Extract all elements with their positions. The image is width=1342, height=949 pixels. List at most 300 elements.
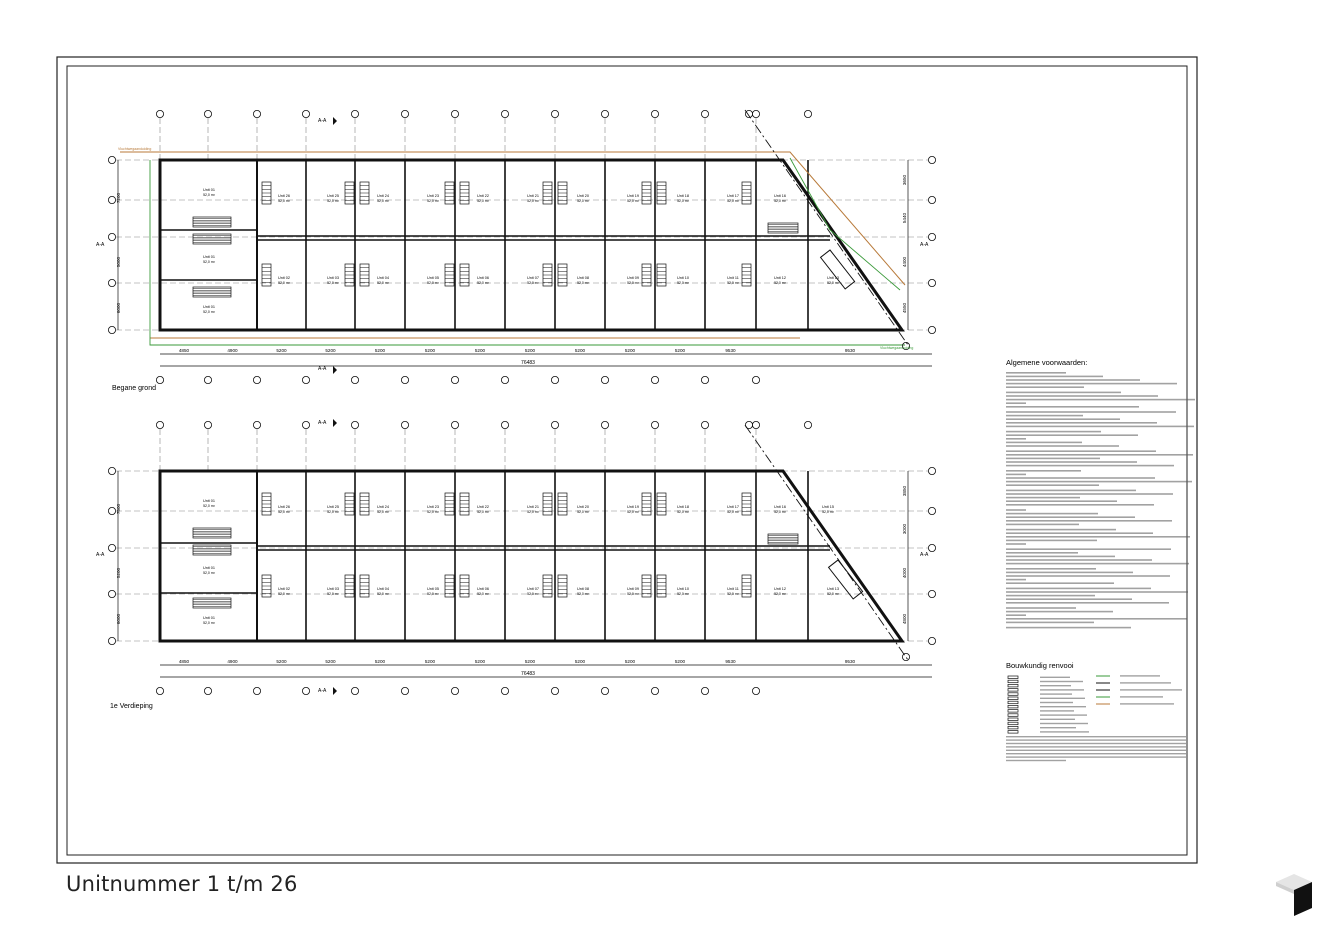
conditions-line xyxy=(1006,493,1173,495)
grid-marker xyxy=(928,156,935,163)
unit-area: 52,0 m² xyxy=(203,260,215,264)
unit-area: 52,0 m² xyxy=(377,592,389,596)
unit-area: 52,0 m² xyxy=(278,510,290,514)
stair-symbol xyxy=(445,493,454,515)
unit-label: Unit 02 xyxy=(277,587,291,591)
stair-symbol xyxy=(657,182,666,204)
unit-label: Unit 10 xyxy=(676,587,690,591)
conditions-line xyxy=(1006,504,1154,506)
dimension-value: 5200 xyxy=(276,348,287,353)
unit-label: Unit 07 xyxy=(526,587,540,591)
unit-area: 52,0 m² xyxy=(527,199,539,203)
dimension-value: 4850 xyxy=(178,659,190,664)
unit-area: 52,0 m² xyxy=(203,310,215,314)
unit-area: 52,0 m² xyxy=(727,592,739,596)
plan-begane-grond xyxy=(96,110,936,392)
grid-marker xyxy=(253,376,260,383)
unit-area: 52,0 m² xyxy=(577,592,589,596)
dimension-value: 4900 xyxy=(227,348,238,353)
side-dimension-value: 4400 xyxy=(902,256,907,268)
conditions-line xyxy=(1006,465,1174,467)
grid-marker xyxy=(928,544,935,551)
grid-marker xyxy=(804,110,811,117)
section-mark: A-A xyxy=(920,552,929,558)
legend-swatch xyxy=(1008,714,1018,717)
conditions-line xyxy=(1006,552,1078,554)
unit-label: Unit 06 xyxy=(476,276,490,280)
legend-swatch xyxy=(1008,680,1018,683)
conditions-line xyxy=(1006,579,1026,581)
unit-area: 52,0 m² xyxy=(477,199,489,203)
legend-text-line xyxy=(1120,675,1160,676)
grid-marker xyxy=(156,376,163,383)
unit-area: 52,0 m² xyxy=(477,510,489,514)
grid-marker xyxy=(701,110,708,117)
legend-text-line xyxy=(1040,698,1085,699)
unit-area: 52,0 m² xyxy=(527,592,539,596)
conditions-line xyxy=(1006,559,1152,561)
side-dimension-value: 3000 xyxy=(902,523,907,535)
unit-area: 52,0 m² xyxy=(822,510,834,514)
conditions-line xyxy=(1006,379,1140,381)
conditions-line xyxy=(1006,556,1115,558)
side-dimension-value: 5200 xyxy=(116,567,121,579)
unit-area: 52,0 m² xyxy=(477,281,489,285)
grid-marker xyxy=(108,467,115,474)
unit-area: 52,0 m² xyxy=(427,592,439,596)
conditions-line xyxy=(1006,572,1133,574)
legend-text-line xyxy=(1040,685,1071,686)
legend-note-line xyxy=(1006,756,1186,757)
unit-label: Unit 03 xyxy=(326,276,340,280)
legend-note-line xyxy=(1006,750,1186,751)
unit-area: 52,0 m² xyxy=(774,592,786,596)
grid-marker xyxy=(601,376,608,383)
section-arrow xyxy=(333,687,337,695)
unit-area: 52,0 m² xyxy=(327,199,339,203)
stair-symbol xyxy=(558,182,567,204)
unit-area: 52,0 m² xyxy=(627,510,639,514)
stair-symbol xyxy=(262,493,271,515)
unit-label: Unit 01 xyxy=(202,566,216,570)
grid-marker xyxy=(156,687,163,694)
legend-swatch xyxy=(1008,731,1018,734)
grid-marker xyxy=(651,421,658,428)
stair-symbol xyxy=(558,493,567,515)
legend-text-line xyxy=(1040,719,1075,720)
conditions-line xyxy=(1006,618,1187,620)
legend-swatch xyxy=(1008,718,1018,721)
conditions-line xyxy=(1006,399,1195,401)
dimension-value: 5200 xyxy=(374,659,386,664)
conditions-line xyxy=(1006,395,1158,397)
unit-label: Unit 26 xyxy=(277,505,291,509)
conditions-line xyxy=(1006,442,1082,444)
dimension-value: 5200 xyxy=(424,659,436,664)
legend-text-line xyxy=(1040,731,1089,732)
green-route-line xyxy=(790,158,900,290)
dimension-value: 5200 xyxy=(325,659,336,664)
dimension-value: 5200 xyxy=(474,659,486,664)
side-dimension-value: 3850 xyxy=(902,485,907,497)
grid-marker xyxy=(302,110,309,117)
unit-area: 52,0 m² xyxy=(377,510,389,514)
grid-lines xyxy=(116,429,928,641)
grid-marker xyxy=(928,326,935,333)
conditions-line xyxy=(1006,540,1097,542)
unit-area: 52,0 m² xyxy=(727,199,739,203)
conditions-line xyxy=(1006,392,1121,394)
unit-label: Unit 01 xyxy=(202,305,216,309)
unit-area: 52,0 m² xyxy=(577,199,589,203)
grid-marker xyxy=(651,687,658,694)
stair-symbol xyxy=(642,493,651,515)
grid-marker xyxy=(501,687,508,694)
unit-label: Unit 13 xyxy=(826,276,840,280)
unit-label: Unit 16 xyxy=(773,194,787,198)
grid-marker xyxy=(601,421,608,428)
grid-marker xyxy=(752,687,759,694)
conditions-line xyxy=(1006,484,1099,486)
legend-title: Bouwkundig renvooi xyxy=(1006,661,1074,670)
conditions-line xyxy=(1006,470,1081,472)
escape-note: Vluchtwegaanduiding xyxy=(880,346,914,350)
grid-marker xyxy=(108,507,115,514)
unit-label: Unit 12 xyxy=(773,276,787,280)
dimension-value: 9530 xyxy=(725,659,736,664)
unit-label: Unit 04 xyxy=(376,587,390,591)
grid-marker xyxy=(451,376,458,383)
unit-label: Unit 09 xyxy=(626,276,640,280)
conditions-line xyxy=(1006,474,1026,476)
grid-marker xyxy=(351,687,358,694)
grid-marker xyxy=(601,687,608,694)
unit-area: 52,0 m² xyxy=(427,510,439,514)
side-dimension-value: 7500 xyxy=(116,503,121,515)
unit-label: Unit 11 xyxy=(727,276,739,280)
unit-label: Unit 25 xyxy=(326,194,340,198)
legend-items xyxy=(1008,675,1182,733)
unit-walls xyxy=(306,160,808,330)
grid-marker xyxy=(204,687,211,694)
conditions-line xyxy=(1006,611,1113,613)
plan-1e-verdieping xyxy=(96,419,936,710)
grid-marker xyxy=(204,421,211,428)
unit-label: Unit 17 xyxy=(726,194,740,198)
stair-symbol xyxy=(345,182,354,204)
conditions-line xyxy=(1006,477,1155,479)
grid-marker xyxy=(551,376,558,383)
total-dimension: 76483 xyxy=(521,360,535,366)
unit-label: Unit 09 xyxy=(626,587,640,591)
unit-area: 52,0 m² xyxy=(278,199,290,203)
unit-area: 52,0 m² xyxy=(327,281,339,285)
grid-marker xyxy=(108,544,115,551)
dimension-value: 5200 xyxy=(276,659,287,664)
grid-marker xyxy=(551,687,558,694)
unit-label: Unit 12 xyxy=(773,587,787,591)
stair-symbol xyxy=(657,493,666,515)
dimension-value: 9530 xyxy=(844,659,856,664)
unit-label: Unit 19 xyxy=(626,505,640,509)
legend-text-line xyxy=(1040,710,1074,711)
unit-label: Unit 08 xyxy=(576,276,590,280)
unit-label: Unit 25 xyxy=(326,505,340,509)
unit-label: Unit 18 xyxy=(676,194,690,198)
grid-marker xyxy=(204,376,211,383)
conditions-line xyxy=(1006,513,1098,515)
unit-area: 52,0 m² xyxy=(278,281,290,285)
grid-markers-top xyxy=(108,421,935,644)
unit-label: Unit 08 xyxy=(576,587,590,591)
unit-label: Unit 22 xyxy=(476,194,490,198)
stair-symbol xyxy=(360,493,369,515)
unit-area: 52,0 m² xyxy=(627,592,639,596)
section-mark: A-A xyxy=(318,366,327,372)
conditions-line xyxy=(1006,402,1026,404)
conditions-line xyxy=(1006,575,1170,577)
dimension-labels xyxy=(179,659,856,664)
unit-label: Unit 03 xyxy=(326,587,340,591)
unit-area: 52,0 m² xyxy=(727,510,739,514)
stair-symbol xyxy=(642,182,651,204)
escape-route-line xyxy=(120,152,905,285)
legend-text-line xyxy=(1120,682,1171,683)
side-dimension-value: 4000 xyxy=(902,567,907,579)
dimension-value: 5200 xyxy=(374,348,386,353)
grid-marker xyxy=(928,279,935,286)
dimension-value: 9530 xyxy=(725,348,736,353)
conditions-line xyxy=(1006,607,1076,609)
unit-area: 52,0 m² xyxy=(427,199,439,203)
grid-marker xyxy=(401,421,408,428)
grid-marker xyxy=(108,233,115,240)
unit-label: Unit 17 xyxy=(726,505,740,509)
company-logo xyxy=(1274,872,1314,916)
grid-marker xyxy=(551,421,558,428)
stair-symbol xyxy=(460,493,469,515)
grid-marker xyxy=(401,687,408,694)
conditions-line xyxy=(1006,536,1190,538)
side-dimension-value: 5440 xyxy=(902,212,907,224)
grid-marker xyxy=(156,110,163,117)
grid-marker xyxy=(928,196,935,203)
unit-area: 52,0 m² xyxy=(774,281,786,285)
legend-swatch xyxy=(1008,710,1018,713)
grid-marker xyxy=(701,687,708,694)
stair-symbol xyxy=(460,182,469,204)
section-mark: A-A xyxy=(96,552,105,558)
unit-label: Unit 19 xyxy=(626,194,640,198)
dimension-value: 5200 xyxy=(574,348,586,353)
grid-marker xyxy=(928,637,935,644)
conditions-line xyxy=(1006,627,1131,629)
conditions-line xyxy=(1006,516,1135,518)
stair-symbol xyxy=(543,182,552,204)
conditions-line xyxy=(1006,500,1117,502)
legend-text-line xyxy=(1120,703,1174,704)
unit-label: Unit 01 xyxy=(202,188,216,192)
stair-symbol xyxy=(193,234,231,244)
conditions-line xyxy=(1006,461,1137,463)
unit-label: Unit 13 xyxy=(826,587,840,591)
unit-area: 52,0 m² xyxy=(827,592,839,596)
side-dimension-value: 6000 xyxy=(116,302,121,314)
dimension-value: 5200 xyxy=(524,348,536,353)
legend-note-line xyxy=(1006,739,1186,740)
conditions-line xyxy=(1006,622,1094,624)
legend-note-line xyxy=(1006,753,1186,754)
section-arrow xyxy=(333,366,337,374)
conditions-line xyxy=(1006,490,1136,492)
conditions-line xyxy=(1006,591,1188,593)
grid-marker xyxy=(752,110,759,117)
conditions-line xyxy=(1006,418,1120,420)
grid-marker xyxy=(928,467,935,474)
grid-marker xyxy=(651,110,658,117)
conditions-line xyxy=(1006,548,1171,550)
unit-label: Unit 24 xyxy=(376,505,390,509)
conditions-line xyxy=(1006,520,1172,522)
conditions-line xyxy=(1006,434,1138,436)
dimension-value: 5200 xyxy=(624,659,636,664)
conditions-line xyxy=(1006,438,1026,440)
grid-marker xyxy=(108,326,115,333)
conditions-line xyxy=(1006,426,1194,428)
grid-marker xyxy=(701,421,708,428)
stair-symbol xyxy=(193,287,231,297)
unit-area: 52,0 m² xyxy=(677,510,689,514)
conditions-line xyxy=(1006,598,1132,600)
stair-symbol xyxy=(445,182,454,204)
unit-area: 52,0 m² xyxy=(774,510,786,514)
conditions-line xyxy=(1006,458,1100,460)
unit-label: Unit 02 xyxy=(277,276,291,280)
section-line-diagonal xyxy=(745,110,908,345)
grid-marker xyxy=(108,279,115,286)
unit-label: Unit 10 xyxy=(676,276,690,280)
grid-marker xyxy=(451,687,458,694)
stair-symbol xyxy=(193,545,231,555)
conditions-line xyxy=(1006,481,1192,483)
grid-marker xyxy=(928,590,935,597)
unit-area: 52,0 m² xyxy=(377,199,389,203)
legend-text-line xyxy=(1040,702,1073,703)
dimension-value: 5200 xyxy=(674,348,686,353)
section-mark: A-A xyxy=(318,420,327,426)
grid-marker xyxy=(253,687,260,694)
grid-marker xyxy=(253,110,260,117)
conditions-line xyxy=(1006,406,1139,408)
grid-marker xyxy=(501,421,508,428)
stair-symbol xyxy=(262,182,271,204)
conditions-line xyxy=(1006,450,1156,452)
legend-swatch xyxy=(1008,701,1018,704)
grid-marker xyxy=(351,110,358,117)
unit-label: Unit 21 xyxy=(526,194,540,198)
plan-label: 1e Verdieping xyxy=(110,703,153,710)
legend-text-line xyxy=(1040,689,1084,690)
unit-area: 52,0 m² xyxy=(827,281,839,285)
escape-note: Vluchtwegaanduiding xyxy=(118,147,152,151)
unit-area: 52,0 m² xyxy=(278,592,290,596)
conditions-line xyxy=(1006,568,1096,570)
unit-label: Unit 01 xyxy=(202,255,216,259)
grid-marker xyxy=(651,376,658,383)
unit-label: Unit 04 xyxy=(376,276,390,280)
grid-marker xyxy=(928,233,935,240)
side-dimension-value: 7200 xyxy=(116,192,121,204)
side-dimension-value: 4800 xyxy=(902,613,907,625)
conditions-line xyxy=(1006,411,1176,413)
unit-label: Unit 23 xyxy=(426,194,440,198)
unit-area: 52,0 m² xyxy=(527,510,539,514)
conditions-line xyxy=(1006,595,1095,597)
unit-label: Unit 01 xyxy=(202,616,216,620)
grid-marker xyxy=(156,421,163,428)
unit-area: 52,0 m² xyxy=(327,592,339,596)
stair-symbol xyxy=(543,493,552,515)
conditions-line xyxy=(1006,582,1114,584)
legend-text-line xyxy=(1040,727,1076,728)
conditions-line xyxy=(1006,422,1157,424)
unit-labels xyxy=(203,188,840,314)
grid-marker xyxy=(451,110,458,117)
conditions-line xyxy=(1006,497,1080,499)
unit-area: 52,0 m² xyxy=(203,504,215,508)
unit-area: 52,0 m² xyxy=(677,592,689,596)
grid-marker xyxy=(302,687,309,694)
grid-markers-top xyxy=(108,110,935,333)
grid-marker xyxy=(501,110,508,117)
section-arrow xyxy=(333,419,337,427)
legend-text-line xyxy=(1040,723,1088,724)
side-dimension-labels xyxy=(116,174,907,313)
unit-label: Unit 07 xyxy=(526,276,540,280)
grid-marker xyxy=(752,421,759,428)
conditions-line xyxy=(1006,383,1177,385)
section-mark: A-A xyxy=(318,688,327,694)
stair-symbol xyxy=(193,217,231,227)
conditions-text-lines xyxy=(1006,372,1195,628)
grid-lines xyxy=(116,118,928,330)
grid-marker xyxy=(351,421,358,428)
legend-text-line xyxy=(1040,677,1070,678)
total-dimension: 76483 xyxy=(521,671,535,677)
dimension-value: 9530 xyxy=(844,348,856,353)
conditions-line xyxy=(1006,614,1026,616)
conditions-line xyxy=(1006,588,1151,590)
dimension-value: 5200 xyxy=(674,659,686,664)
general-conditions xyxy=(1006,358,1195,628)
plan-label: Begane grond xyxy=(112,385,156,392)
unit-label: Unit 15 xyxy=(821,505,835,509)
legend-text-line xyxy=(1040,681,1083,682)
grid-marker xyxy=(351,376,358,383)
legend-note-line xyxy=(1006,760,1066,761)
unit-label: Unit 21 xyxy=(526,505,540,509)
unit-area: 52,0 m² xyxy=(577,510,589,514)
side-dimension-value: 3650 xyxy=(902,174,907,186)
legend-swatch xyxy=(1008,722,1018,725)
grid-marker xyxy=(108,156,115,163)
legend-note-line xyxy=(1006,743,1186,744)
legend-swatch xyxy=(1008,705,1018,708)
grid-marker xyxy=(902,653,909,660)
unit-area: 52,0 m² xyxy=(774,199,786,203)
sheet-title: Unitnummer 1 t/m 26 xyxy=(66,872,298,896)
dimension-labels xyxy=(179,348,856,353)
